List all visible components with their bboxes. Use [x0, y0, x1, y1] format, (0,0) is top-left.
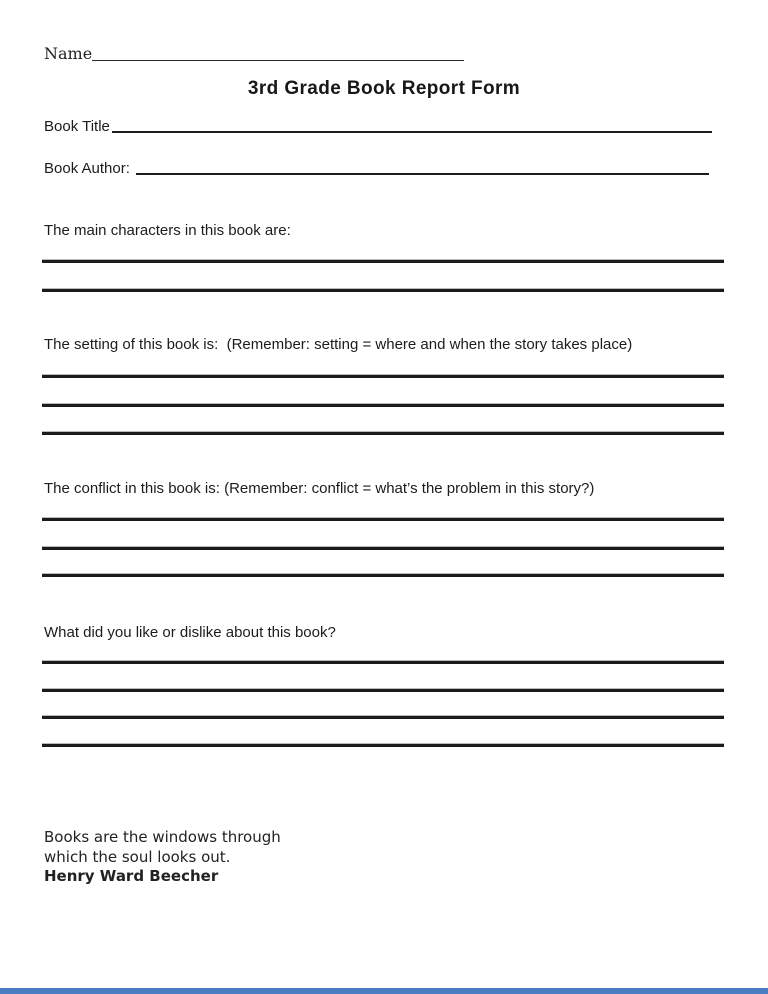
answer-line[interactable]	[42, 744, 724, 747]
answer-line[interactable]	[42, 289, 724, 292]
like-dislike-prompt: What did you like or dislike about this book?	[44, 624, 336, 641]
book-title-field[interactable]	[112, 129, 712, 133]
answer-line[interactable]	[42, 574, 724, 577]
quote-author: Henry Ward Beecher	[44, 867, 219, 885]
name-label: Name	[44, 44, 93, 63]
answer-line[interactable]	[42, 404, 724, 407]
book-title-label: Book Title	[44, 118, 110, 135]
name-row	[44, 44, 464, 63]
conflict-prompt: The conflict in this book is: (Remember: conflict = what’s the problem in this story?)	[44, 480, 595, 497]
answer-line[interactable]	[42, 260, 724, 263]
answer-line[interactable]	[42, 432, 724, 435]
book-author-row	[44, 160, 709, 177]
quote-line-2: which the soul looks out.	[44, 847, 231, 866]
answer-line[interactable]	[42, 518, 724, 521]
answer-line[interactable]	[42, 661, 724, 664]
characters-prompt: The main characters in this book are:	[44, 222, 291, 239]
bottom-blue-bar	[0, 988, 768, 994]
answer-line[interactable]	[42, 716, 724, 719]
book-author-field[interactable]	[136, 171, 709, 175]
answer-line[interactable]	[42, 547, 724, 550]
setting-prompt: The setting of this book is: (Remember: setting = where and when the story takes place)	[44, 336, 633, 353]
quote-block	[44, 828, 281, 887]
answer-line[interactable]	[42, 689, 724, 692]
page-title: 3rd Grade Book Report Form	[247, 78, 521, 99]
answer-line[interactable]	[42, 375, 724, 378]
book-author-label: Book Author:	[44, 160, 135, 177]
name-field[interactable]	[92, 59, 464, 61]
quote-line-1: Books are the windows through	[44, 828, 281, 846]
book-title-row	[44, 118, 712, 135]
